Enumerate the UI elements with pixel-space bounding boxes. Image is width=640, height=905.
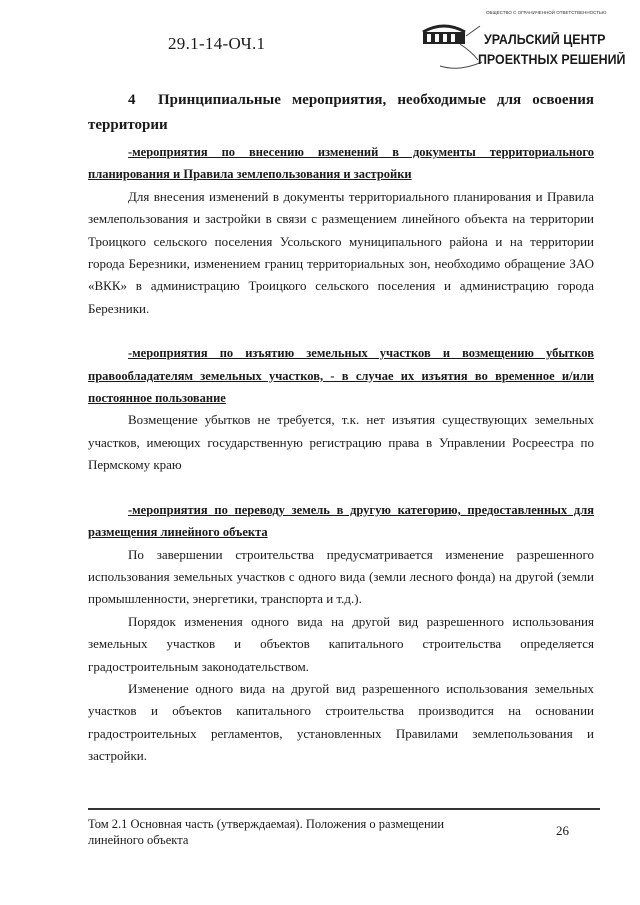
footer-caption: Том 2.1 Основная часть (утверждаемая). Положения о размещении линейного объекта bbox=[88, 817, 445, 847]
section-number: 4 bbox=[128, 92, 136, 108]
paragraph-3-1: По завершении строительства предусматривается изменение разрешенного использования земельных участков с одного вида (земли лесного фонда) на другой (земли промышленности, энергетики, транспорта и т.д.). bbox=[88, 546, 594, 607]
logo-line-2: ПРОЕКТНЫХ РЕШЕНИЙ bbox=[478, 52, 626, 67]
logo-emblem-icon bbox=[420, 22, 482, 72]
paragraph-3-3: Изменение одного вида на другой вид разрешенного использования земельных участков и объектов капитального строительства производится на основании градостроительных регламентов, установленных Правилами землепользования и застройки. bbox=[88, 680, 594, 764]
section-title: Принципиальные мероприятия, необходимые для освоения территории bbox=[88, 92, 594, 133]
logo-line-1: УРАЛЬСКИЙ ЦЕНТР bbox=[484, 32, 606, 47]
document-code: 29.1-14-ОЧ.1 bbox=[168, 34, 266, 53]
footer-divider bbox=[88, 808, 600, 810]
paragraph-3-2: Порядок изменения одного вида на другой вид разрешенного использования земельных участков и объектов капитального строительства определяется градостроительным законодательством. bbox=[88, 613, 594, 674]
subheading-1: -мероприятия по внесению изменений в документы территориального планирования и Правила землепользования и застройки bbox=[88, 145, 594, 182]
paragraph-2-1: Возмещение убытков не требуется, т.к. нет изъятия существующих земельных участков, имеющих государственную регистрацию права в Управлении Росреестра по Пермскому краю bbox=[88, 412, 594, 473]
document-body bbox=[88, 88, 594, 768]
section-heading bbox=[88, 88, 594, 138]
company-logo bbox=[420, 10, 626, 72]
page-number: 26 bbox=[556, 823, 569, 838]
logo-small-text: ОБЩЕСТВО С ОГРАНИЧЕННОЙ ОТВЕТСТВЕННОСТЬЮ bbox=[486, 10, 607, 15]
paragraph-1-1: Для внесения изменений в документы территориального планирования и Правила землепользования и застройки в связи с размещением линейного объекта на территории Троицкого сельского поселения Усольского муниципального района и на территории города Березники, изменением границ территориальных зон, необходимо обращение ЗАО «ВКК» в администрацию Троицкого сельского поселения и администрацию города Березники. bbox=[88, 188, 594, 316]
subheading-2: -мероприятия по изъятию земельных участков и возмещению убытков правообладателям земельных участков, - в случае их изъятия во временное и/или постоянное пользование bbox=[88, 346, 594, 406]
subheading-3: -мероприятия по переводу земель в другую категорию, предоставленных для размещения линейного объекта bbox=[88, 502, 594, 540]
